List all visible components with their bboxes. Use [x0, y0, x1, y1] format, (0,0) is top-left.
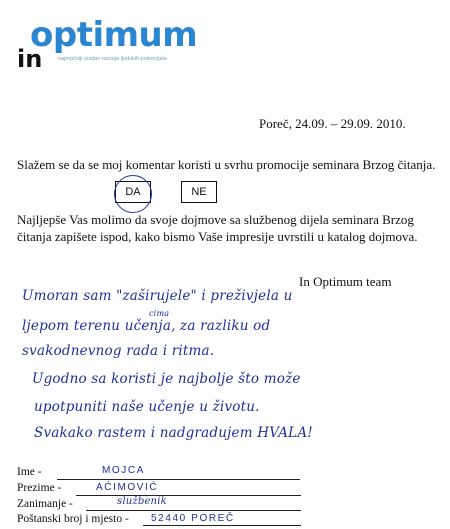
instructions-line-2: čitanja zapišete ispod, kako bismo Vaše impresije uvrstili u katalog dojmova.: [17, 229, 418, 244]
logo-tagline: najmočniji sustav razvoja ljudskih potencijala: [58, 56, 167, 62]
choice-no-label: NE: [191, 186, 207, 198]
instructions-line-1: Najljepše Vas molimo da svoje dojmove sa službenog dijela seminara Brzog: [17, 212, 414, 227]
handwritten-line-6: Svakako rastem i nadgradujem HVALA!: [34, 425, 313, 441]
choice-yes-label: DA: [125, 186, 141, 198]
field-value-last-name: AĆIMOVIĆ: [96, 482, 159, 493]
field-label-occupation: Zanimanje -: [17, 498, 73, 510]
field-value-occupation: službenik: [117, 496, 167, 507]
field-label-postal: Poštanski broj i mjesto -: [17, 513, 129, 525]
logo-in-prefix: in: [17, 45, 43, 73]
field-line-last-name: [76, 495, 301, 496]
field-line-first-name: [57, 479, 300, 480]
field-value-postal: 52440 POREČ: [151, 513, 235, 524]
field-label-first-name: Ime -: [17, 466, 42, 478]
date-place: Poreč, 24.09. – 29.09. 2010.: [259, 116, 406, 131]
field-value-first-name: MOJCA: [102, 465, 145, 476]
handwritten-line-2: ljepom terenu učenja, za razliku od: [22, 318, 271, 334]
handwritten-insertion: cima: [149, 309, 170, 318]
field-line-postal: [143, 525, 301, 526]
logo-optimum-wordmark: optimum: [30, 15, 198, 55]
field-label-last-name: Prezime -: [17, 482, 62, 494]
handwritten-line-3: svakodnevnog rada i ritma.: [22, 343, 215, 359]
team-signature: In Optimum team: [299, 274, 392, 289]
handwritten-line-4: Ugodno sa koristi je najbolje što može: [32, 371, 301, 387]
selection-circle-mark: [114, 175, 152, 213]
choice-no-box[interactable]: [181, 181, 217, 203]
handwritten-line-5: upotpuniti naše učenje u životu.: [34, 399, 260, 415]
handwritten-line-1: Umoran sam "zaširujele" i preživjela u: [22, 288, 293, 304]
consent-text: Slažem se da se moj komentar koristi u svrhu promocije seminara Brzog čitanja.: [17, 157, 436, 172]
